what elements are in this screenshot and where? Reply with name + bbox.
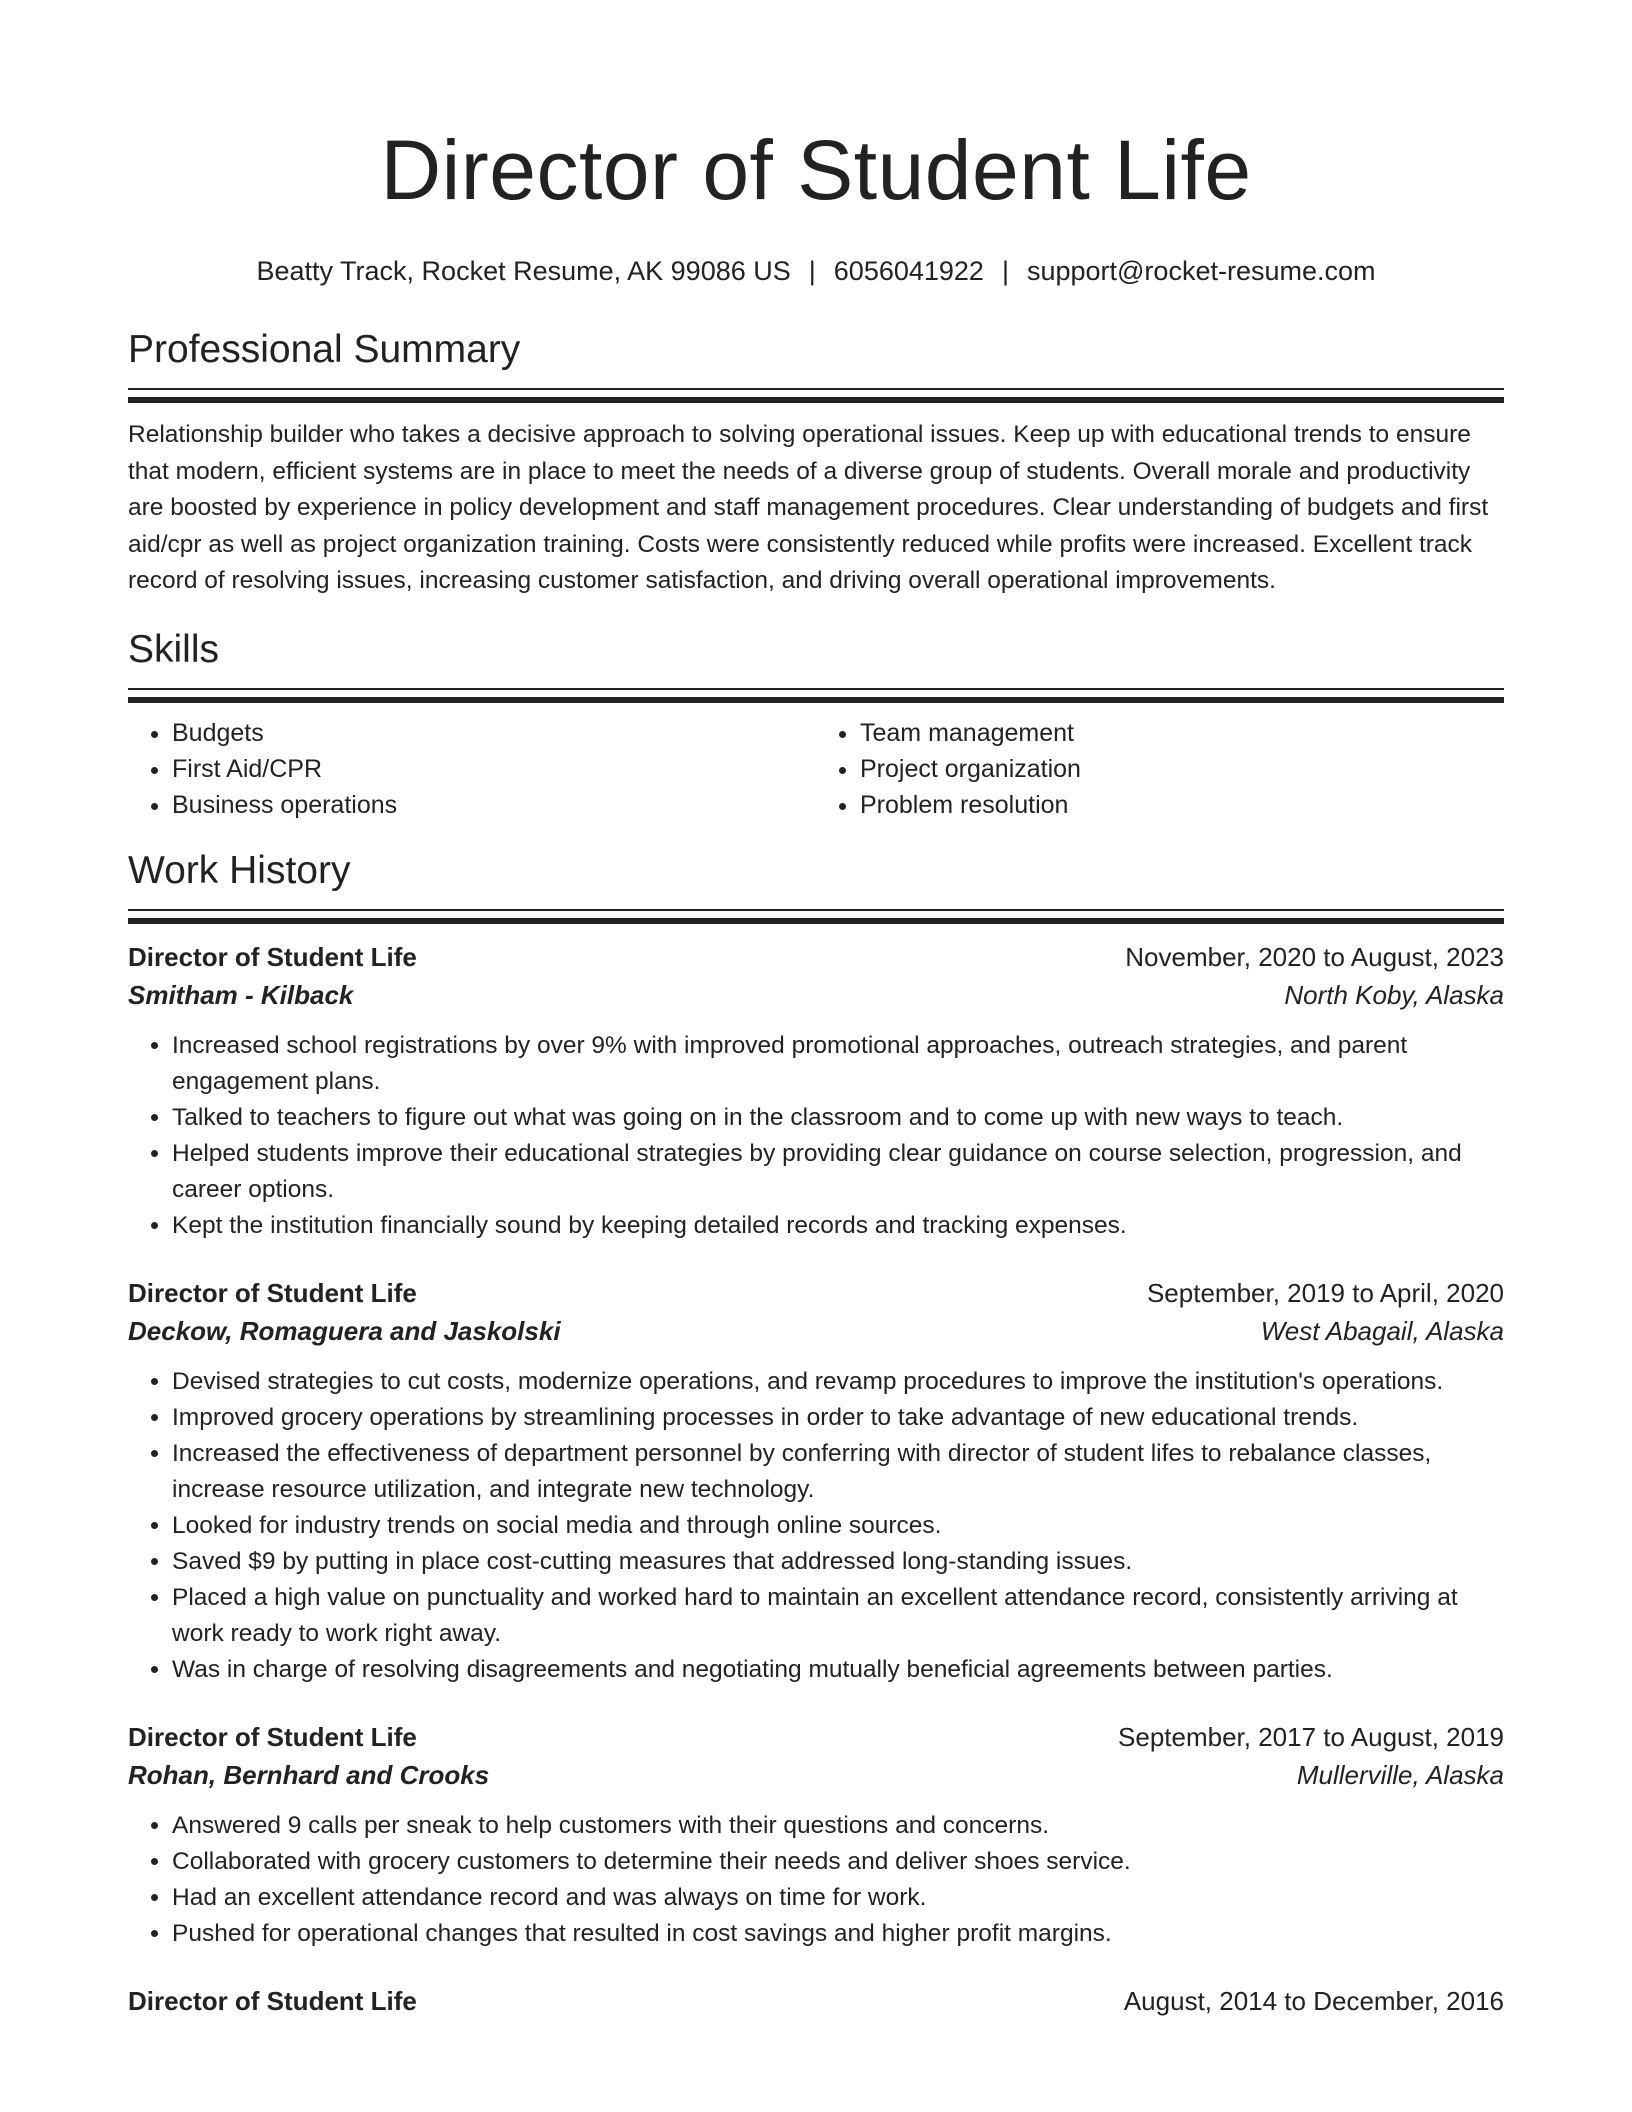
- skills-column-right: [816, 715, 1504, 823]
- work-history-section: [128, 847, 1504, 2020]
- job-entry: [128, 1274, 1504, 1688]
- summary-section: [128, 326, 1504, 600]
- skills-column-left: [128, 715, 816, 823]
- job-bullet: • Talked to teachers to figure out what was going on in the classroom and to come up with new ways to teach.: [172, 1100, 1504, 1136]
- contact-separator: |: [1001, 256, 1009, 286]
- skills-section: [128, 626, 1504, 823]
- job-entry: [128, 938, 1504, 1244]
- job-title: Director of Student Life: [128, 1277, 417, 1308]
- contact-separator: |: [808, 256, 816, 286]
- contact-line: [128, 254, 1504, 288]
- job-bullet: • Increased the effectiveness of department personnel by conferring with director of student lifes to rebalance classes, increase resource utilization, and integrate new technology.: [172, 1436, 1504, 1508]
- work-history-heading: Work History: [128, 848, 351, 892]
- job-bullet: • Kept the institution financially sound by keeping detailed records and tracking expenses.: [172, 1208, 1504, 1244]
- skills-heading: Skills: [128, 627, 220, 671]
- contact-email: support@rocket-resume.com: [1026, 256, 1376, 286]
- skill-item: • Business operations: [172, 787, 816, 823]
- skill-item: • Problem resolution: [860, 787, 1504, 823]
- job-bullet: • Increased school registrations by over 9% with improved promotional approaches, outreach strategies, and parent engagement plans.: [172, 1028, 1504, 1100]
- job-bullet: • Was in charge of resolving disagreements and negotiating mutually beneficial agreements between parties.: [172, 1652, 1504, 1688]
- job-title: Director of Student Life: [128, 1985, 417, 2016]
- job-location: Mullerville, Alaska: [1296, 1759, 1504, 1790]
- skills-list: [128, 715, 1504, 823]
- job-bullet: • Improved grocery operations by streamlining processes in order to take advantage of new educational trends.: [172, 1400, 1504, 1436]
- summary-text: Relationship builder who takes a decisive approach to solving operational issues. Keep up with educational trends to ensure that modern, efficient systems are in place to meet the needs of a diverse group of students. Overall morale and productivity are boosted by experience in policy development and staff management procedures. Clear understanding of budgets and first aid/cpr as well as project organization training. Costs were consistently reduced while profits were increased. Excellent track record of resolving issues, increasing customer satisfaction, and driving overall operational improvements.: [128, 421, 1489, 594]
- job-dates: November, 2020 to August, 2023: [1125, 941, 1504, 972]
- contact-address: Beatty Track, Rocket Resume, AK 99086 US: [256, 256, 791, 286]
- job-bullet: • Saved $9 by putting in place cost-cutting measures that addressed long-standing issues.: [172, 1544, 1504, 1580]
- skill-item: • First Aid/CPR: [172, 751, 816, 787]
- job-location: West Abagail, Alaska: [1260, 1315, 1504, 1346]
- job-bullets: [128, 1364, 1504, 1688]
- job-entry: [128, 1718, 1504, 1952]
- job-bullets: [128, 1028, 1504, 1244]
- resume-name: Director of Student Life: [380, 123, 1252, 217]
- skill-item: • Project organization: [860, 751, 1504, 787]
- job-dates: September, 2019 to April, 2020: [1146, 1277, 1504, 1308]
- contact-phone: 6056041922: [833, 256, 984, 286]
- job-company: Deckow, Romaguera and Jaskolski: [128, 1315, 561, 1346]
- job-dates: August, 2014 to December, 2016: [1123, 1985, 1504, 2016]
- section-divider: [128, 909, 1504, 924]
- job-entry: [128, 1982, 1504, 2020]
- job-location: North Koby, Alaska: [1284, 979, 1504, 1010]
- skill-item: • Budgets: [172, 715, 816, 751]
- summary-heading: Professional Summary: [128, 328, 521, 371]
- job-bullet: • Looked for industry trends on social media and through online sources.: [172, 1508, 1504, 1544]
- skill-item: • Team management: [860, 715, 1504, 751]
- job-bullet: • Collaborated with grocery customers to determine their needs and deliver shoes service.: [172, 1844, 1504, 1880]
- job-bullet: • Helped students improve their educational strategies by providing clear guidance on course selection, progression, and career options.: [172, 1136, 1504, 1208]
- job-bullet: • Pushed for operational changes that resulted in cost savings and higher profit margins.: [172, 1916, 1504, 1952]
- job-dates: September, 2017 to August, 2019: [1118, 1721, 1504, 1752]
- section-divider: [128, 688, 1504, 703]
- section-divider: [128, 388, 1504, 403]
- job-bullets: [128, 1808, 1504, 1952]
- job-title: Director of Student Life: [128, 1721, 417, 1752]
- job-bullet: • Devised strategies to cut costs, modernize operations, and revamp procedures to improve the institution's operations.: [172, 1364, 1504, 1400]
- job-bullet: • Had an excellent attendance record and was always on time for work.: [172, 1880, 1504, 1916]
- job-bullet: • Answered 9 calls per sneak to help customers with their questions and concerns.: [172, 1808, 1504, 1844]
- job-company: Rohan, Bernhard and Crooks: [128, 1759, 490, 1790]
- job-title: Director of Student Life: [128, 941, 417, 972]
- job-bullet: • Placed a high value on punctuality and worked hard to maintain an excellent attendance record, consistently arriving at work ready to work right away.: [172, 1580, 1504, 1652]
- job-company: Smitham - Kilback: [128, 979, 354, 1010]
